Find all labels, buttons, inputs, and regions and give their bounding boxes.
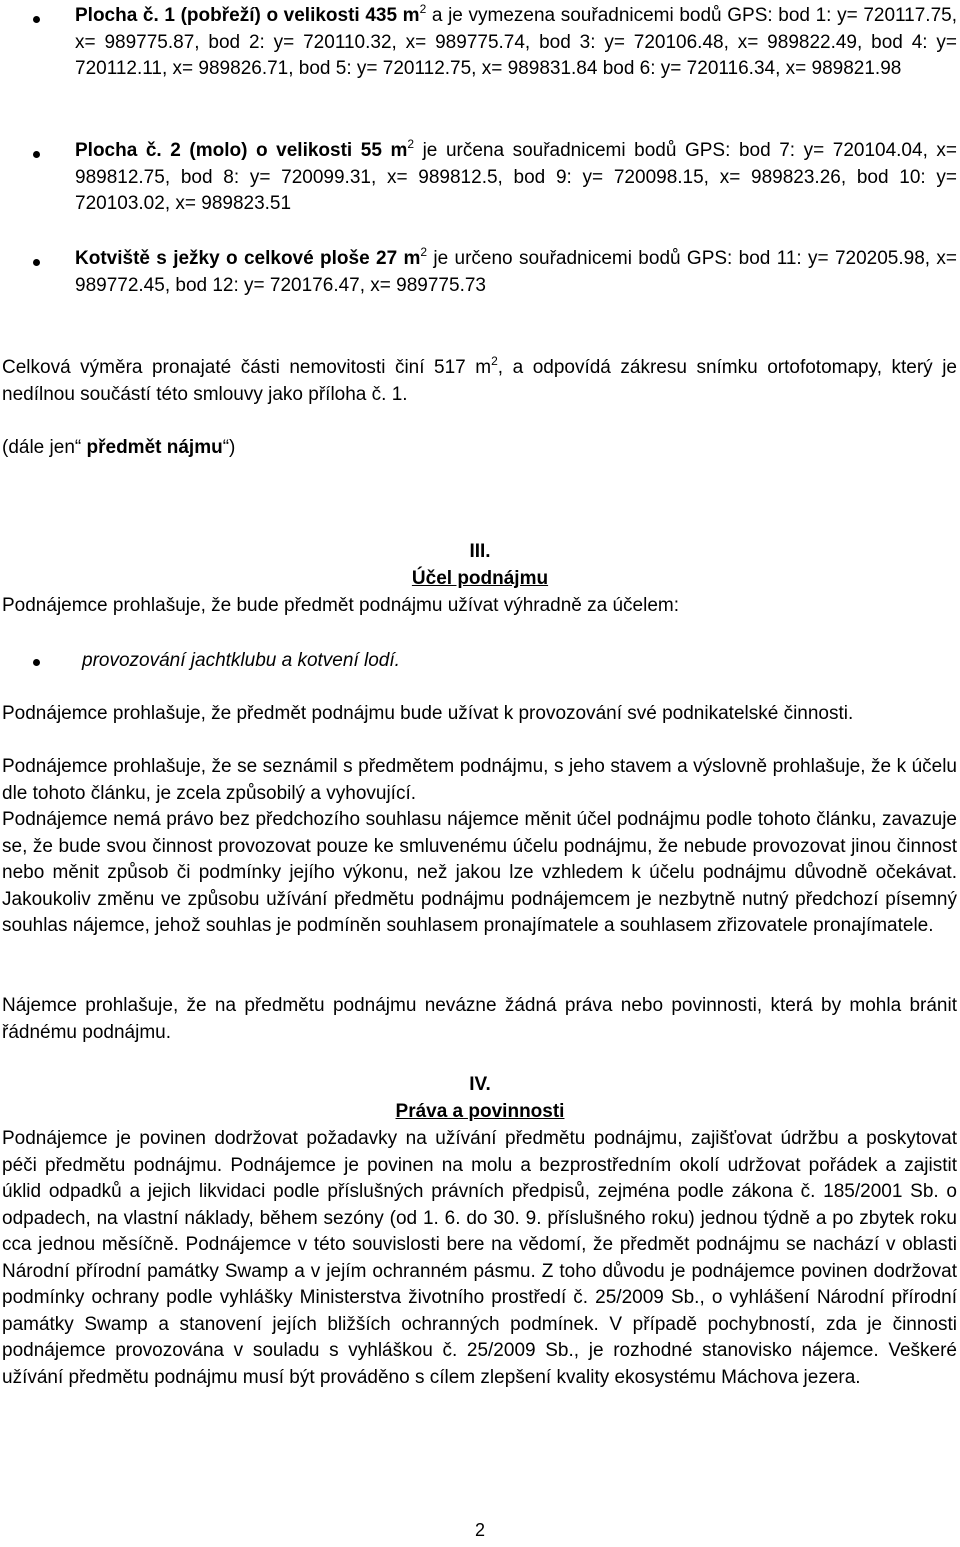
paragraph: Podnájemce je povinen dodržovat požadavky na užívání předmětu podnájmu, zajišťovat údržbu a poskytovat péči předmětu podnájmu. Podnájemce je povinen na molu a bezprostředním okolí udržovat pořádek a zajistit úklid odpadků a jejich likvidaci podle příslušných právních předpisů, zejména podle zákona č. 185/2001 Sb. o odpadech, na vlastní náklady, během sezóny (od 1. 6. do 30. 9. příslušného roku) jednou týdně a po zbytek roku cca jednou měsíčně. Podnájemce v této souvislosti bere na vědomí, že předmět podnájmu se nachází v oblasti Národní přírodní památky Swamp a v jejím ochranném pásmu. Z toho důvodu je podnájemce povinen dodržovat podmínky ochrany podle vyhlášky Ministerstva životního prostředí č. 25/2009 Sb., o vyhlášení Národní přírodní památky Swamp a stanovení jejích bližších ochranných podmínek. V případě pochybností, zda je činnosti podnájemce provozována v souladu s vyhláškou č. 25/2009 Sb., je rozhodné stanovisko nájemce. Veškeré užívání předmětu podnájmu musí být prováděno s cílem zlepšení kvality ekosystému Máchova jezera. [2,1128,957,1388]
paragraph: Podnájemce prohlašuje, že se seznámil s předmětem podnájmu, s jeho stavem a výslovně prohlašuje, že k účelu dle tohoto článku, je zcela způsobilý a vyhovující. [2,756,957,804]
bullet-icon [33,259,40,266]
subject-definition: (dále jen“ předmět nájmu“) [2,437,236,458]
page-number: 2 [474,1520,485,1540]
list-item-text: Plocha č. 1 (pobřeží) o velikosti 435 $m^2$ a je vymezena souřadnicemi bodů GPS: bod 1: y= 720117.75, x= 989775.87, bod 2: y= 720110.32, x= 989775.74, bod 3: y= 720106.48, x= 989822.49, bod 4: y= 720112.11, x= 989826.71, bod 5: y= 720112.75, x= 989831.84 bod 6: y= 720116.34, x= 989821.98 [75,2,957,79]
bullet-icon [33,16,40,23]
list-item-text: Kotviště s ježky o celkové ploše 27 $m^2$ je určeno souřadnicemi bodů GPS: bod 11: y= 720205.98, x= 989772.45, bod 12: y= 720176.47, x= 989775.73 [75,245,958,296]
bullet-icon [33,659,40,666]
section-title: Účel podnájmu [411,568,549,589]
section-number: III. [469,541,491,562]
section-number: IV. [469,1074,491,1095]
section-title: Práva a povinnosti [395,1101,565,1122]
paragraph: Podnájemce prohlašuje, že předmět podnájmu bude užívat k provozování své podnikatelské činnosti. [2,703,854,724]
total-area-paragraph: Celková výměra pronajaté části nemovitosti činí 517 $m^2$, a odpovídá zákresu snímku ortofotomapy, který je nedílnou součástí této smlouvy jako příloha č. 1. [2,354,957,405]
list-item-text: Plocha č. 2 (molo) o velikosti 55 $m^2$ je určena souřadnicemi bodů GPS: bod 7: y= 720104.04, x= 989812.75, bod 8: y= 720099.31, x= 989812.5, bod 9: y= 720098.15, x= 989823.26, bod 10: y= 720103.02, x= 989823.51 [75,137,958,214]
section-intro: Podnájemce prohlašuje, že bude předmět podnájmu užívat výhradně za účelem: [2,595,680,616]
paragraph: Nájemce prohlašuje, že na předmětu podnájmu nevázne žádná práva nebo povinnosti, která by mohla bránit řádnému podnájmu. [2,995,957,1043]
paragraph: Podnájemce nemá právo bez předchozího souhlasu nájemce měnit účel podnájmu podle tohoto článku, zavazuje se, že bude svou činnost provozovat pouze ke smluvenému účelu podnájmu, že nebude provozovat jinou činnost nebo měnit způsob či podmínky jejího výkonu, než jakou lze vzhledem k účelu podnájmu důvodně očekávat. Jakoukoliv změnu ve způsobu užívání předmětu podnájmu podnájemcem je nezbytně nutný předchozí písemný souhlas nájemce, jehož souhlas je podmíněn souhlasem pronajímatele a souhlasem zřizovatele pronajímatele. [2,809,957,936]
bullet-icon [33,151,40,158]
list-item-text: provozování jachtklubu a kotvení lodí. [82,650,400,671]
